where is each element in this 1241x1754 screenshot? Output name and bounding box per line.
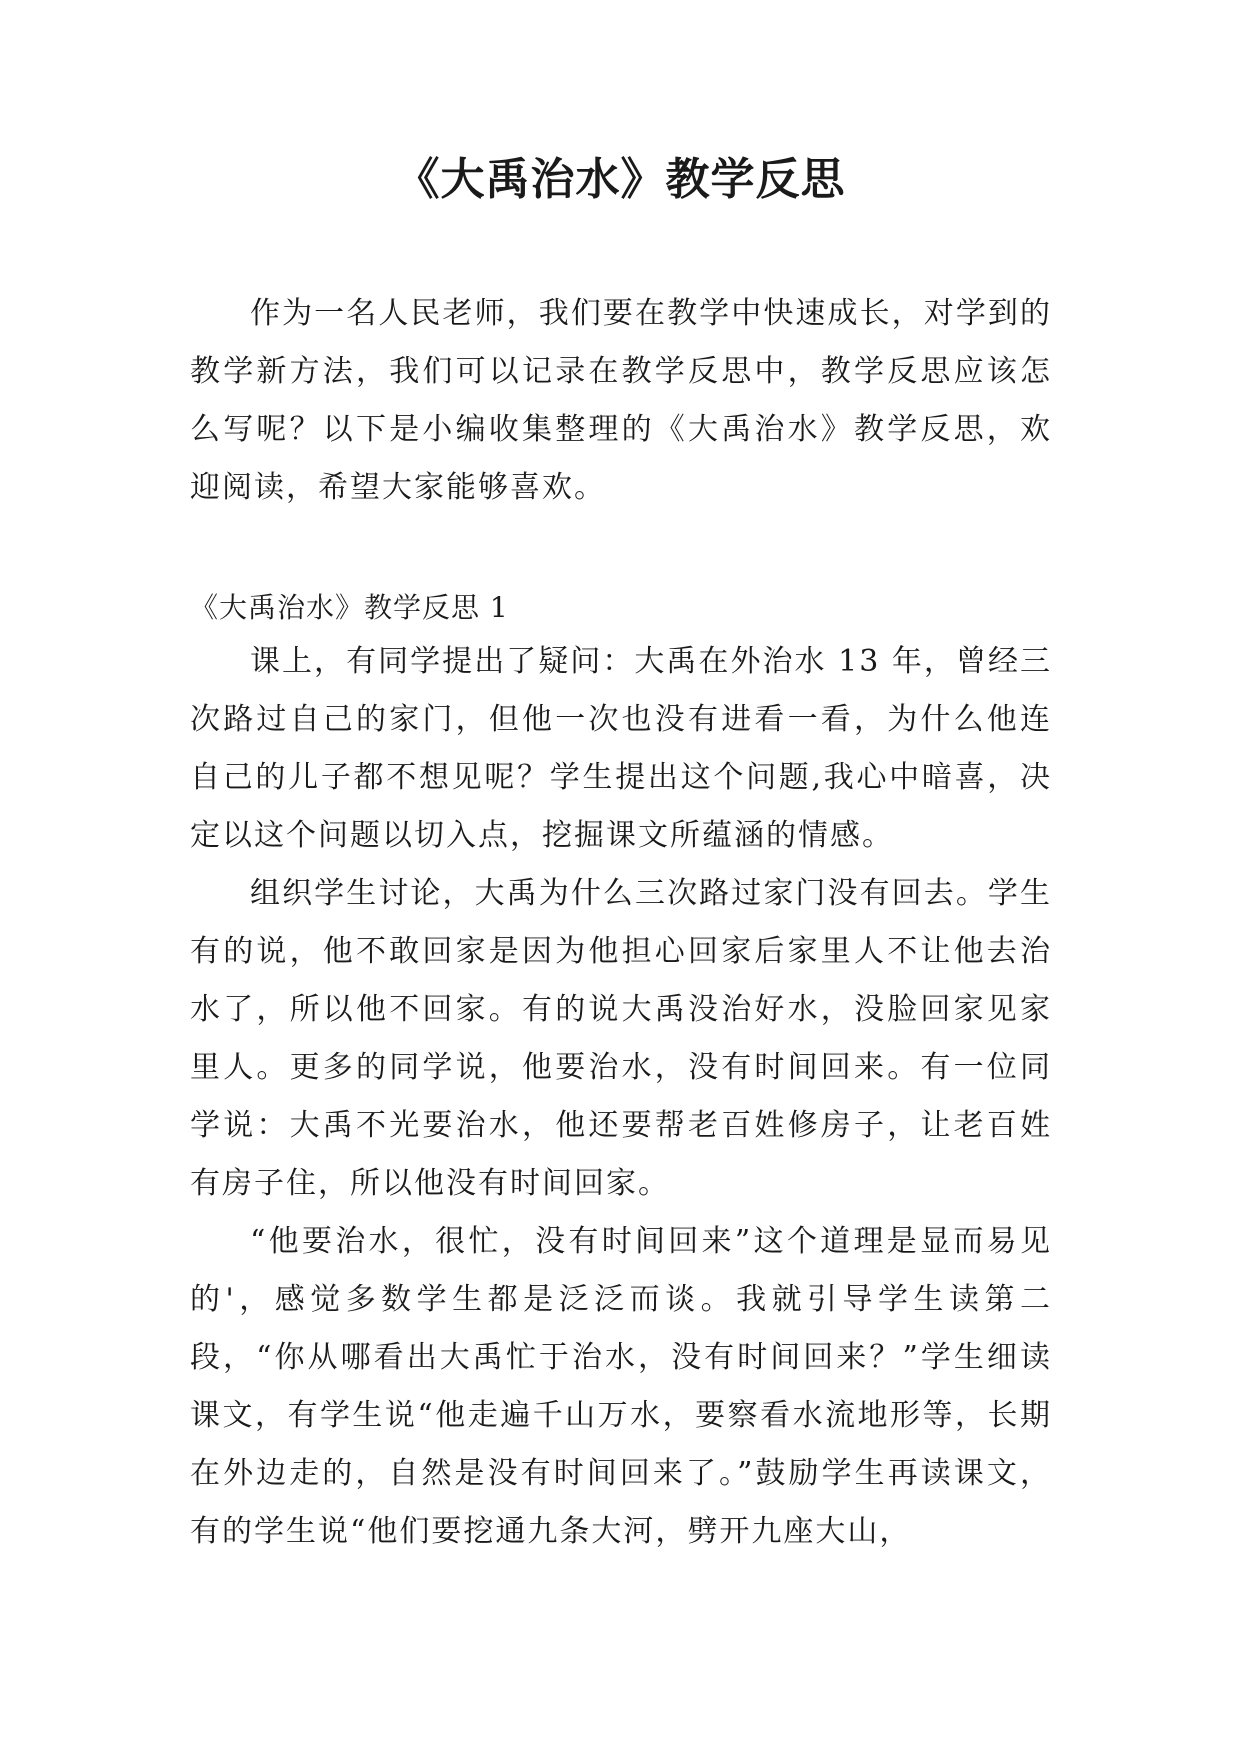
intro-paragraph: 作为一名人民老师，我们要在教学中快速成长，对学到的教学新方法，我们可以记录在教学反思中，教学反思应该怎么写呢？以下是小编收集整理的《大禹治水》教学反思，欢迎阅读，希望大家能够喜欢。 [190, 296, 1052, 505]
body-paragraph-2: 组织学生讨论，大禹为什么三次路过家门没有回去。学生有的说，他不敢回家是因为他担心回家后家里人不让他去治水了，所以他不回家。有的说大禹没治好水，没脸回家见家里人。更多的同学说，他要治水，没有时间回来。有一位同学说：大禹不光要治水，他还要帮老百姓修房子，让老百姓有房子住，所以他没有时间回家。 [190, 876, 1052, 1201]
document-title: 《大禹治水》教学反思 [395, 154, 846, 205]
body-paragraph-1: 课上，有同学提出了疑问：大禹在外治水 13 年，曾经三次路过自己的家门，但他一次也没有进看一看，为什么他连自己的儿子都不想见呢？学生提出这个问题,我心中暗喜，决定以这个问题以切入点，挖掘课文所蕴涵的情感。 [190, 644, 1052, 853]
body-paragraph-3: “他要治水，很忙，没有时间回来”这个道理是显而易见的'，感觉多数学生都是泛泛而谈。我就引导学生读第二段，“你从哪看出大禹忙于治水，没有时间回来？”学生细读课文，有学生说“他走遍千山万水，要察看水流地形等，长期在外边走的，自然是没有时间回来了。”鼓励学生再读课文，有的学生说“他们要挖通九条大河，劈开九座大山， [190, 1224, 1052, 1549]
section-heading: 《大禹治水》教学反思 1 [190, 591, 509, 624]
